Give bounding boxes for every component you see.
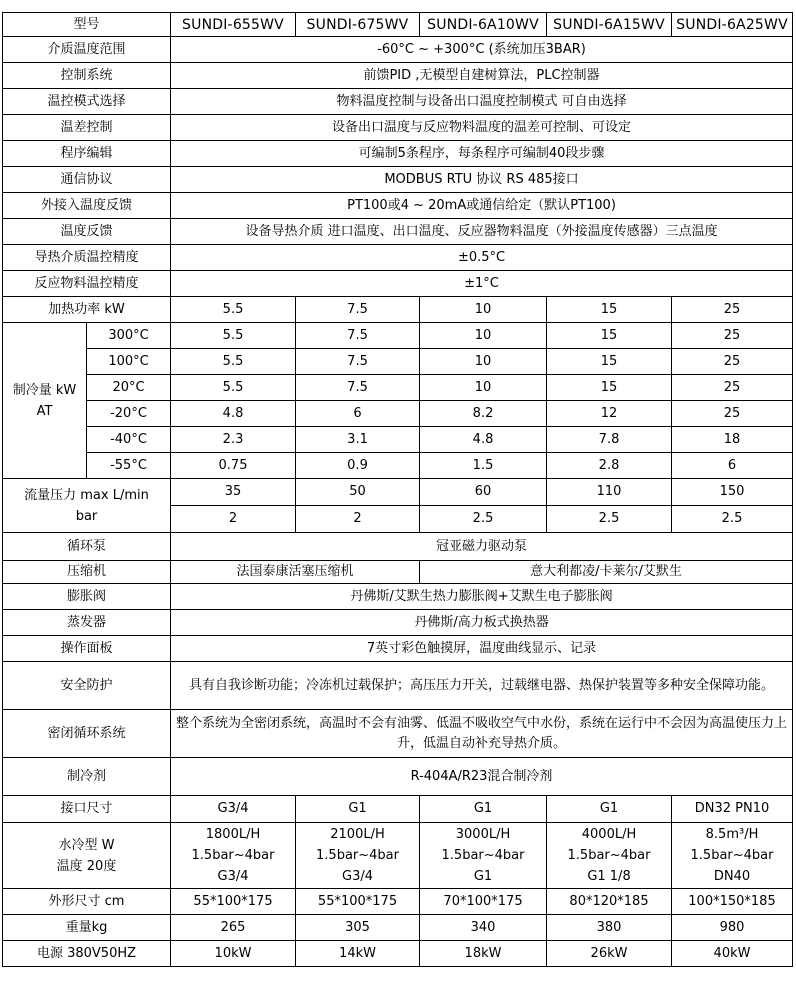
pressure-value: 2 xyxy=(171,506,296,533)
interface-value: G1 xyxy=(420,796,547,823)
flow-value: 110 xyxy=(547,479,672,506)
spec-value: 法国泰康活塞压缩机 xyxy=(171,561,420,584)
refrigerant-row xyxy=(3,758,793,796)
spec-row-evaporator xyxy=(3,610,793,636)
heating-value: 25 xyxy=(672,297,793,323)
spec-row-weight xyxy=(3,915,793,941)
cooling-row xyxy=(3,349,793,375)
heating-value: 15 xyxy=(547,297,672,323)
spec-value: 丹佛斯/艾默生热力膨胀阀+艾默生电子膨胀阀 xyxy=(171,584,793,610)
water-cooling-value: 4000L/H 1.5bar~4bar G1 1/8 xyxy=(547,823,672,889)
cooling-value: 5.5 xyxy=(171,375,296,401)
spec-label: 蒸发器 xyxy=(3,610,171,636)
header-row xyxy=(3,13,793,37)
compressor-row xyxy=(3,561,793,584)
spec-value: ±1°C xyxy=(171,271,793,297)
model-name-cell: SUNDI-675WV xyxy=(296,13,420,37)
pump-row xyxy=(3,533,793,561)
cooling-value: 7.5 xyxy=(296,349,420,375)
spec-label: 导热介质温控精度 xyxy=(3,245,171,271)
spec-row-power xyxy=(3,941,793,967)
spec-row-medium-temp-range xyxy=(3,37,793,63)
cooling-label: 制冷量 kW AT xyxy=(3,323,87,479)
cooling-value: 18 xyxy=(672,427,793,453)
cooling-value: 15 xyxy=(547,375,672,401)
model-name-cell: SUNDI-655WV xyxy=(171,13,296,37)
heating-value: 7.5 xyxy=(296,297,420,323)
model-name-cell: SUNDI-6A25WV xyxy=(672,13,793,37)
cooling-value: 7.5 xyxy=(296,323,420,349)
cooling-value: 10 xyxy=(420,375,547,401)
water-cooling-row xyxy=(3,823,793,889)
spec-value: 设备导热介质 进口温度、出口温度、反应器物料温度（外接温度传感器）三点温度 xyxy=(171,219,793,245)
cooling-value: 12 xyxy=(547,401,672,427)
spec-label: 外接入温度反馈 xyxy=(3,193,171,219)
weight-value: 340 xyxy=(420,915,547,941)
spec-label: 压缩机 xyxy=(3,561,171,584)
spec-row-valve xyxy=(3,584,793,610)
cooling-temp: -40°C xyxy=(87,427,171,453)
spec-label: 加热功率 kW xyxy=(3,297,171,323)
spec-row-medium-accuracy xyxy=(3,245,793,271)
cooling-value: 7.8 xyxy=(547,427,672,453)
cooling-value: 15 xyxy=(547,323,672,349)
spec-row-ext-feedback xyxy=(3,193,793,219)
model-header-label: 型号 xyxy=(3,13,171,37)
spec-label: 控制系统 xyxy=(3,63,171,89)
pressure-value: 2 xyxy=(296,506,420,533)
cooling-value: 2.3 xyxy=(171,427,296,453)
interface-value: G1 xyxy=(296,796,420,823)
spec-value: 冠亚磁力驱动泵 xyxy=(171,533,793,561)
interface-value: G1 xyxy=(547,796,672,823)
cooling-value: 1.5 xyxy=(420,453,547,479)
spec-value: 整个系统为全密闭系统，高温时不会有油雾、低温不吸收空气中水份，系统在运行中不会因为高温使压力上升，低温自动补充导热介质。 xyxy=(171,710,793,758)
cooling-value: 3.1 xyxy=(296,427,420,453)
water-cooling-label: 水冷型 W 温度 20度 xyxy=(3,823,171,889)
heating-value: 5.5 xyxy=(171,297,296,323)
spec-value: 设备出口温度与反应物料温度的温差可控制、可设定 xyxy=(171,115,793,141)
cooling-value: 25 xyxy=(672,323,793,349)
cooling-row xyxy=(3,453,793,479)
spec-label: 外形尺寸 cm xyxy=(3,889,171,915)
spec-row-protocol xyxy=(3,167,793,193)
flow-label: 流量压力 max L/min bar xyxy=(3,479,171,533)
cooling-value: 15 xyxy=(547,349,672,375)
weight-value: 305 xyxy=(296,915,420,941)
spec-row-temp-diff xyxy=(3,115,793,141)
spec-row-control-system xyxy=(3,63,793,89)
spec-row-dimensions xyxy=(3,889,793,915)
spec-value: PT100或4 ~ 20mA或通信给定（默认PT100) xyxy=(171,193,793,219)
spec-value: 物料温度控制与设备出口温度控制模式 可自由选择 xyxy=(171,89,793,115)
spec-table xyxy=(2,12,793,967)
flow-value: 60 xyxy=(420,479,547,506)
spec-label: 介质温度范围 xyxy=(3,37,171,63)
power-value: 26kW xyxy=(547,941,672,967)
heating-row xyxy=(3,297,793,323)
cooling-row xyxy=(3,427,793,453)
cooling-temp: -20°C xyxy=(87,401,171,427)
dimensions-value: 70*100*175 xyxy=(420,889,547,915)
power-value: 14kW xyxy=(296,941,420,967)
pressure-value: 2.5 xyxy=(547,506,672,533)
dimensions-value: 55*100*175 xyxy=(296,889,420,915)
spec-row-programming xyxy=(3,141,793,167)
cooling-value: 8.2 xyxy=(420,401,547,427)
dimensions-value: 55*100*175 xyxy=(171,889,296,915)
spec-label: 温控模式选择 xyxy=(3,89,171,115)
cooling-value: 6 xyxy=(672,453,793,479)
spec-value: 丹佛斯/高力板式换热器 xyxy=(171,610,793,636)
spec-row-material-accuracy xyxy=(3,271,793,297)
cooling-value: 25 xyxy=(672,349,793,375)
dimensions-value: 80*120*185 xyxy=(547,889,672,915)
spec-label: 重量kg xyxy=(3,915,171,941)
spec-label: 反应物料温控精度 xyxy=(3,271,171,297)
spec-label: 循环泵 xyxy=(3,533,171,561)
cooling-value: 10 xyxy=(420,349,547,375)
cooling-value: 7.5 xyxy=(296,375,420,401)
spec-value: 前馈PID ,无模型自建树算法，PLC控制器 xyxy=(171,63,793,89)
spec-label: 通信协议 xyxy=(3,167,171,193)
water-cooling-value: 3000L/H 1.5bar~4bar G1 xyxy=(420,823,547,889)
interface-value: DN32 PN10 xyxy=(672,796,793,823)
model-name-cell: SUNDI-6A10WV xyxy=(420,13,547,37)
spec-label: 电源 380V50HZ xyxy=(3,941,171,967)
cooling-value: 4.8 xyxy=(420,427,547,453)
dimensions-value: 100*150*185 xyxy=(672,889,793,915)
pressure-value: 2.5 xyxy=(420,506,547,533)
water-cooling-value: 1800L/H 1.5bar~4bar G3/4 xyxy=(171,823,296,889)
model-name-cell: SUNDI-6A15WV xyxy=(547,13,672,37)
cooling-value: 0.9 xyxy=(296,453,420,479)
cooling-row xyxy=(3,401,793,427)
spec-value: R-404A/R23混合制冷剂 xyxy=(171,758,793,796)
weight-value: 265 xyxy=(171,915,296,941)
power-value: 40kW xyxy=(672,941,793,967)
interface-row xyxy=(3,796,793,823)
spec-label: 安全防护 xyxy=(3,662,171,710)
pressure-value: 2.5 xyxy=(672,506,793,533)
cooling-row xyxy=(3,375,793,401)
power-value: 18kW xyxy=(420,941,547,967)
spec-value: ±0.5°C xyxy=(171,245,793,271)
cooling-value: 6 xyxy=(296,401,420,427)
safety-row xyxy=(3,662,793,710)
cooling-value: 5.5 xyxy=(171,323,296,349)
cooling-row xyxy=(3,323,793,349)
interface-value: G3/4 xyxy=(171,796,296,823)
spec-label: 制冷剂 xyxy=(3,758,171,796)
spec-label: 密闭循环系统 xyxy=(3,710,171,758)
spec-value: MODBUS RTU 协议 RS 485接口 xyxy=(171,167,793,193)
flow-value: 35 xyxy=(171,479,296,506)
cooling-value: 5.5 xyxy=(171,349,296,375)
cooling-value: 2.8 xyxy=(547,453,672,479)
spec-label: 程序编辑 xyxy=(3,141,171,167)
flow-value: 50 xyxy=(296,479,420,506)
cooling-temp: 300°C xyxy=(87,323,171,349)
cooling-value: 0.75 xyxy=(171,453,296,479)
spec-value: 具有自我诊断功能；冷冻机过载保护；高压压力开关，过载继电器、热保护装置等多种安全保障功能。 xyxy=(171,662,793,710)
spec-row-temp-mode xyxy=(3,89,793,115)
weight-value: 380 xyxy=(547,915,672,941)
power-value: 10kW xyxy=(171,941,296,967)
spec-label: 操作面板 xyxy=(3,636,171,662)
heating-value: 10 xyxy=(420,297,547,323)
water-cooling-value: 8.5m³/H 1.5bar~4bar DN40 xyxy=(672,823,793,889)
spec-row-feedback xyxy=(3,219,793,245)
spec-table-body xyxy=(3,13,793,967)
spec-label: 膨胀阀 xyxy=(3,584,171,610)
spec-value: 意大利都凌/卡莱尔/艾默生 xyxy=(420,561,793,584)
spec-label: 温差控制 xyxy=(3,115,171,141)
cooling-temp: 20°C xyxy=(87,375,171,401)
flow-value: 150 xyxy=(672,479,793,506)
spec-value: 7英寸彩色触摸屏，温度曲线显示、记录 xyxy=(171,636,793,662)
spec-value: 可编制5条程序，每条程序可编制40段步骤 xyxy=(171,141,793,167)
cooling-value: 25 xyxy=(672,375,793,401)
weight-value: 980 xyxy=(672,915,793,941)
cooling-temp: 100°C xyxy=(87,349,171,375)
spec-row-panel xyxy=(3,636,793,662)
cooling-temp: -55°C xyxy=(87,453,171,479)
cooling-value: 10 xyxy=(420,323,547,349)
spec-value: -60°C ~ +300°C (系统加压3BAR) xyxy=(171,37,793,63)
flow-row xyxy=(3,479,793,506)
water-cooling-value: 2100L/H 1.5bar~4bar G3/4 xyxy=(296,823,420,889)
sealed-row xyxy=(3,710,793,758)
cooling-value: 25 xyxy=(672,401,793,427)
spec-label: 接口尺寸 xyxy=(3,796,171,823)
spec-label: 温度反馈 xyxy=(3,219,171,245)
cooling-value: 4.8 xyxy=(171,401,296,427)
